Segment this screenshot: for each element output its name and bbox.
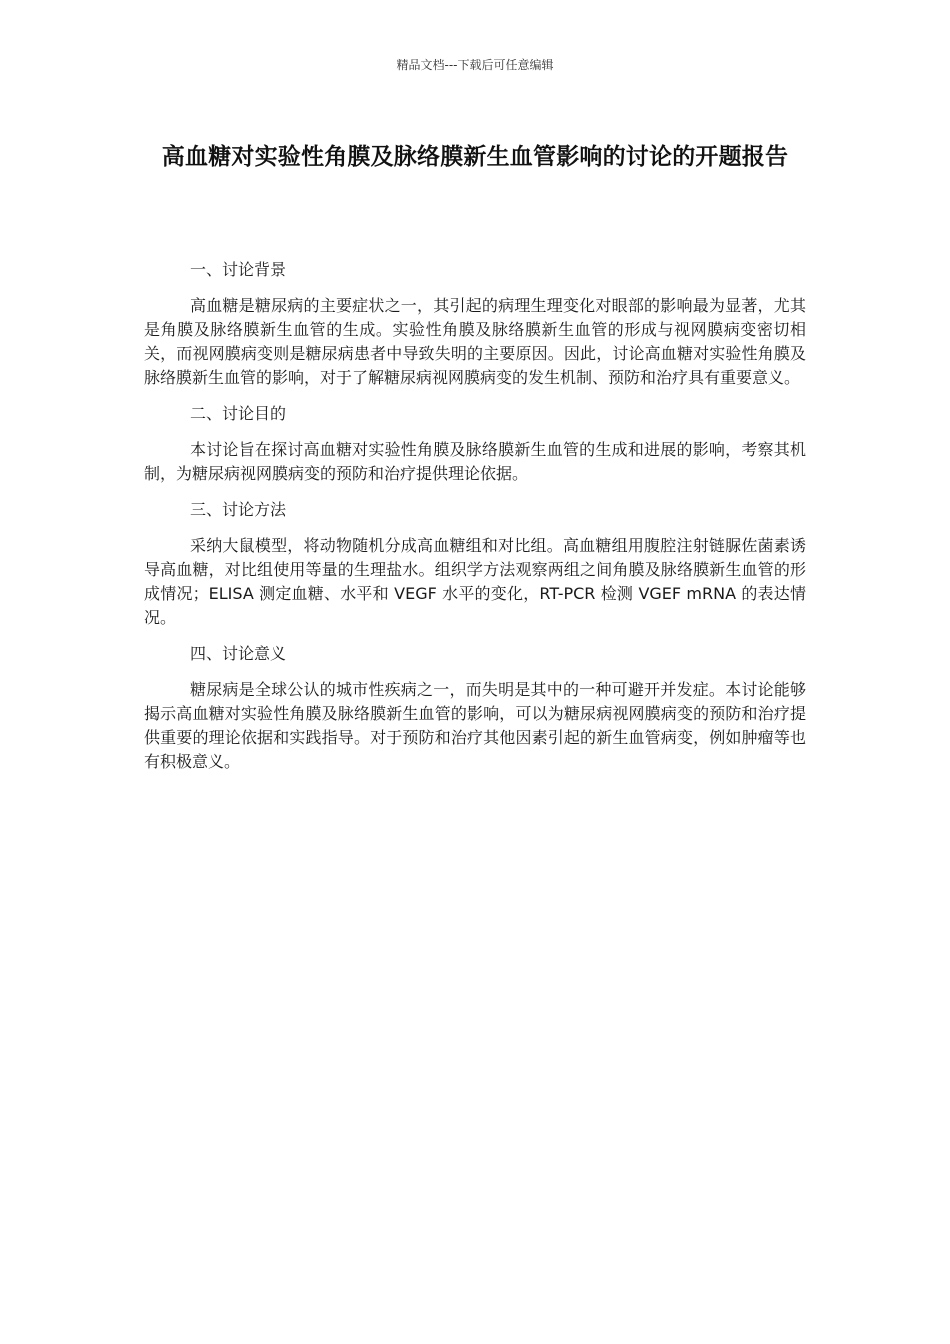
section-heading-background: 一、讨论背景 [190,260,287,279]
section-heading-purpose: 二、讨论目的 [190,404,287,423]
section-paragraph-significance: 糖尿病是全球公认的城市性疾病之一，而失明是其中的一种可避开并发症。本讨论能够揭示高血糖对实验性角膜及脉络膜新生血管的影响，可以为糖尿病视网膜病变的预防和治疗提供重要的理论依据和实践指导。对于预防和治疗其他因素引起的新生血管病变，例如肿瘤等也有积极意义。 [144,680,806,771]
section-paragraph-background: 高血糖是糖尿病的主要症状之一，其引起的病理生理变化对眼部的影响最为显著，尤其是角膜及脉络膜新生血管的生成。实验性角膜及脉络膜新生血管的形成与视网膜病变密切相关，而视网膜病变则是糖尿病患者中导致失明的主要原因。因此，讨论高血糖对实验性角膜及脉络膜新生血管的影响，对于了解糖尿病视网膜病变的发生机制、预防和治疗具有重要意义。 [144,296,806,387]
section-paragraph-methods: 采纳大鼠模型，将动物随机分成高血糖组和对比组。高血糖组用腹腔注射链脲佐菌素诱导高血糖，对比组使用等量的生理盐水。组织学方法观察两组之间角膜及脉络膜新生血管的形成情况；ELISA 测定血糖、水平和 VEGF 水平的变化，RT-PCR 检测 VGEF mRNA 的表达情况。 [144,536,806,627]
document-body [144,256,806,784]
section-heading-significance: 四、讨论意义 [190,644,287,663]
header-note: 精品文档---下载后可任意编辑 [396,58,554,72]
section-heading-methods: 三、讨论方法 [190,500,287,519]
document-title: 高血糖对实验性角膜及脉络膜新生血管影响的讨论的开题报告 [161,144,789,170]
section-paragraph-purpose: 本讨论旨在探讨高血糖对实验性角膜及脉络膜新生血管的生成和进展的影响，考察其机制，为糖尿病视网膜病变的预防和治疗提供理论依据。 [144,440,806,483]
